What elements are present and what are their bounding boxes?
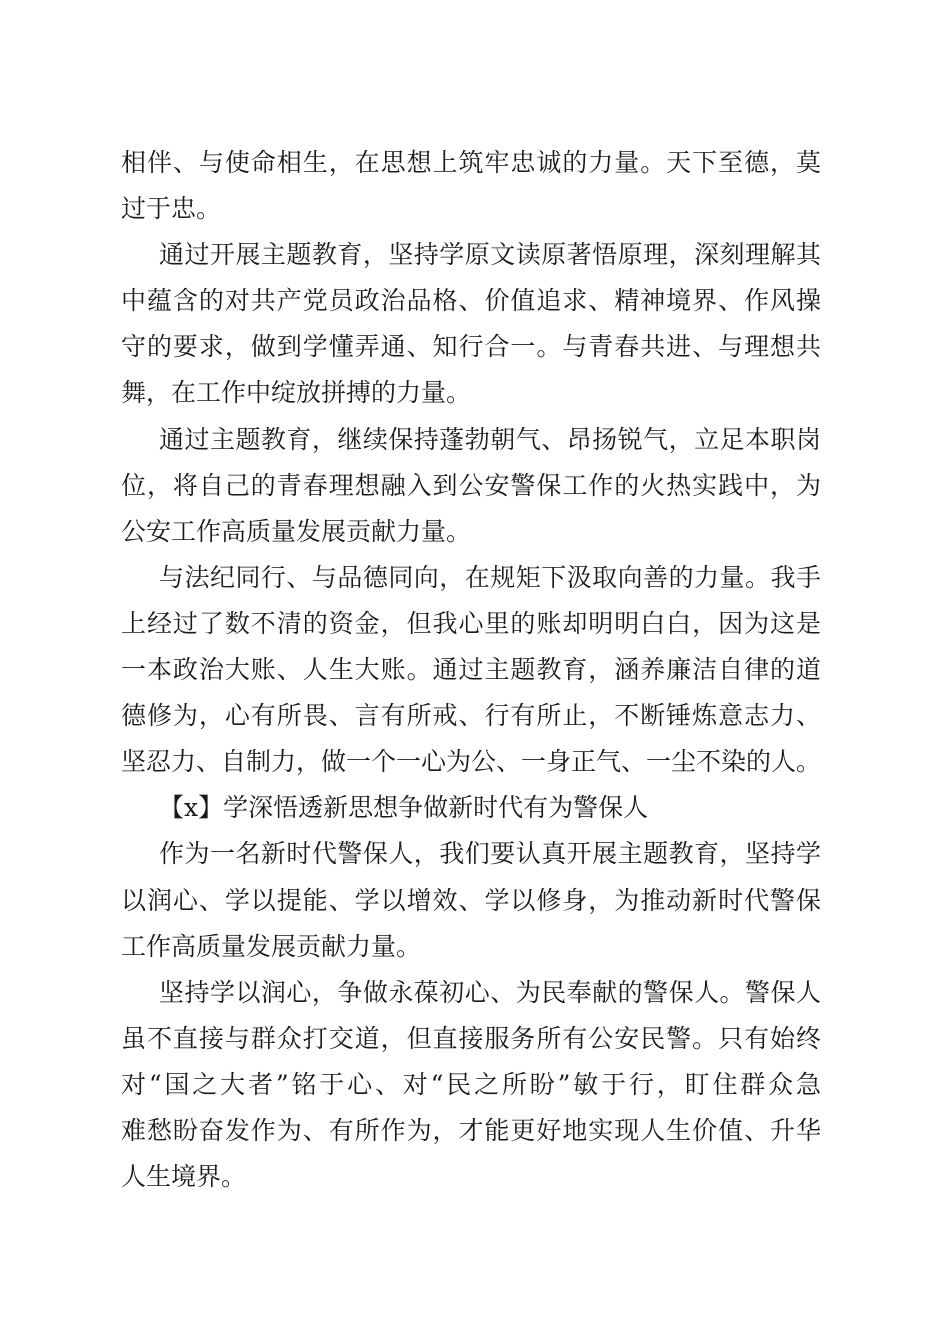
text-line: 工作高质量发展贡献力量。: [121, 931, 422, 961]
text-line: 过于忠。: [121, 194, 222, 224]
text-line: 一本政治大账、人生大账。通过主题教育，涵养廉洁自律的道: [121, 655, 821, 685]
text-line: 守的要求，做到学懂弄通、知行合一。与青春共进、与理想共: [121, 332, 821, 362]
text-line: 人生境界。: [121, 1162, 247, 1192]
text-line: 公安工作高质量发展贡献力量。: [121, 516, 472, 546]
text-line: 难愁盼奋发作为、有所作为，才能更好地实现人生价值、升华: [121, 1115, 821, 1145]
text-line: 与法纪同行、与品德同向，在规矩下汲取向善的力量。我手: [159, 562, 821, 592]
text-line: 作为一名新时代警保人，我们要认真开展主题教育，坚持学: [159, 839, 821, 869]
text-line: 坚持学以润心，争做永葆初心、为民奉献的警保人。警保人: [159, 977, 821, 1007]
text-line: 坚忍力、自制力，做一个一心为公、一身正气、一尘不染的人。: [121, 747, 822, 777]
text-line: 对“国之大者”铭于心、对“民之所盼”敏于行，盯住群众急: [121, 1069, 821, 1099]
text-line: 相伴、与使命相生，在思想上筑牢忠诚的力量。天下至德，莫: [121, 148, 821, 177]
section-heading: 【x】学深悟透新思想争做新时代有为警保人: [159, 793, 649, 823]
document-page: [121, 140, 821, 1200]
text-line: 舞，在工作中绽放拼搏的力量。: [121, 378, 472, 408]
text-line: 以润心、学以提能、学以增效、学以修身，为推动新时代警保: [121, 885, 821, 915]
text-line: 位，将自己的青春理想融入到公安警保工作的火热实践中，为: [121, 470, 821, 500]
text-line: 通过主题教育，继续保持蓬勃朝气、昂扬锐气，立足本职岗: [159, 424, 821, 454]
text-line: 中蕴含的对共产党员政治品格、价值追求、精神境界、作风操: [121, 286, 821, 316]
text-line: 通过开展主题教育，坚持学原文读原著悟原理，深刻理解其: [159, 240, 821, 270]
text-line: 上经过了数不清的资金，但我心里的账却明明白白，因为这是: [121, 608, 821, 638]
text-line: 虽不直接与群众打交道，但直接服务所有公安民警。只有始终: [121, 1023, 821, 1053]
text-line: 德修为，心有所畏、言有所戒、行有所止，不断锤炼意志力、: [121, 701, 821, 731]
